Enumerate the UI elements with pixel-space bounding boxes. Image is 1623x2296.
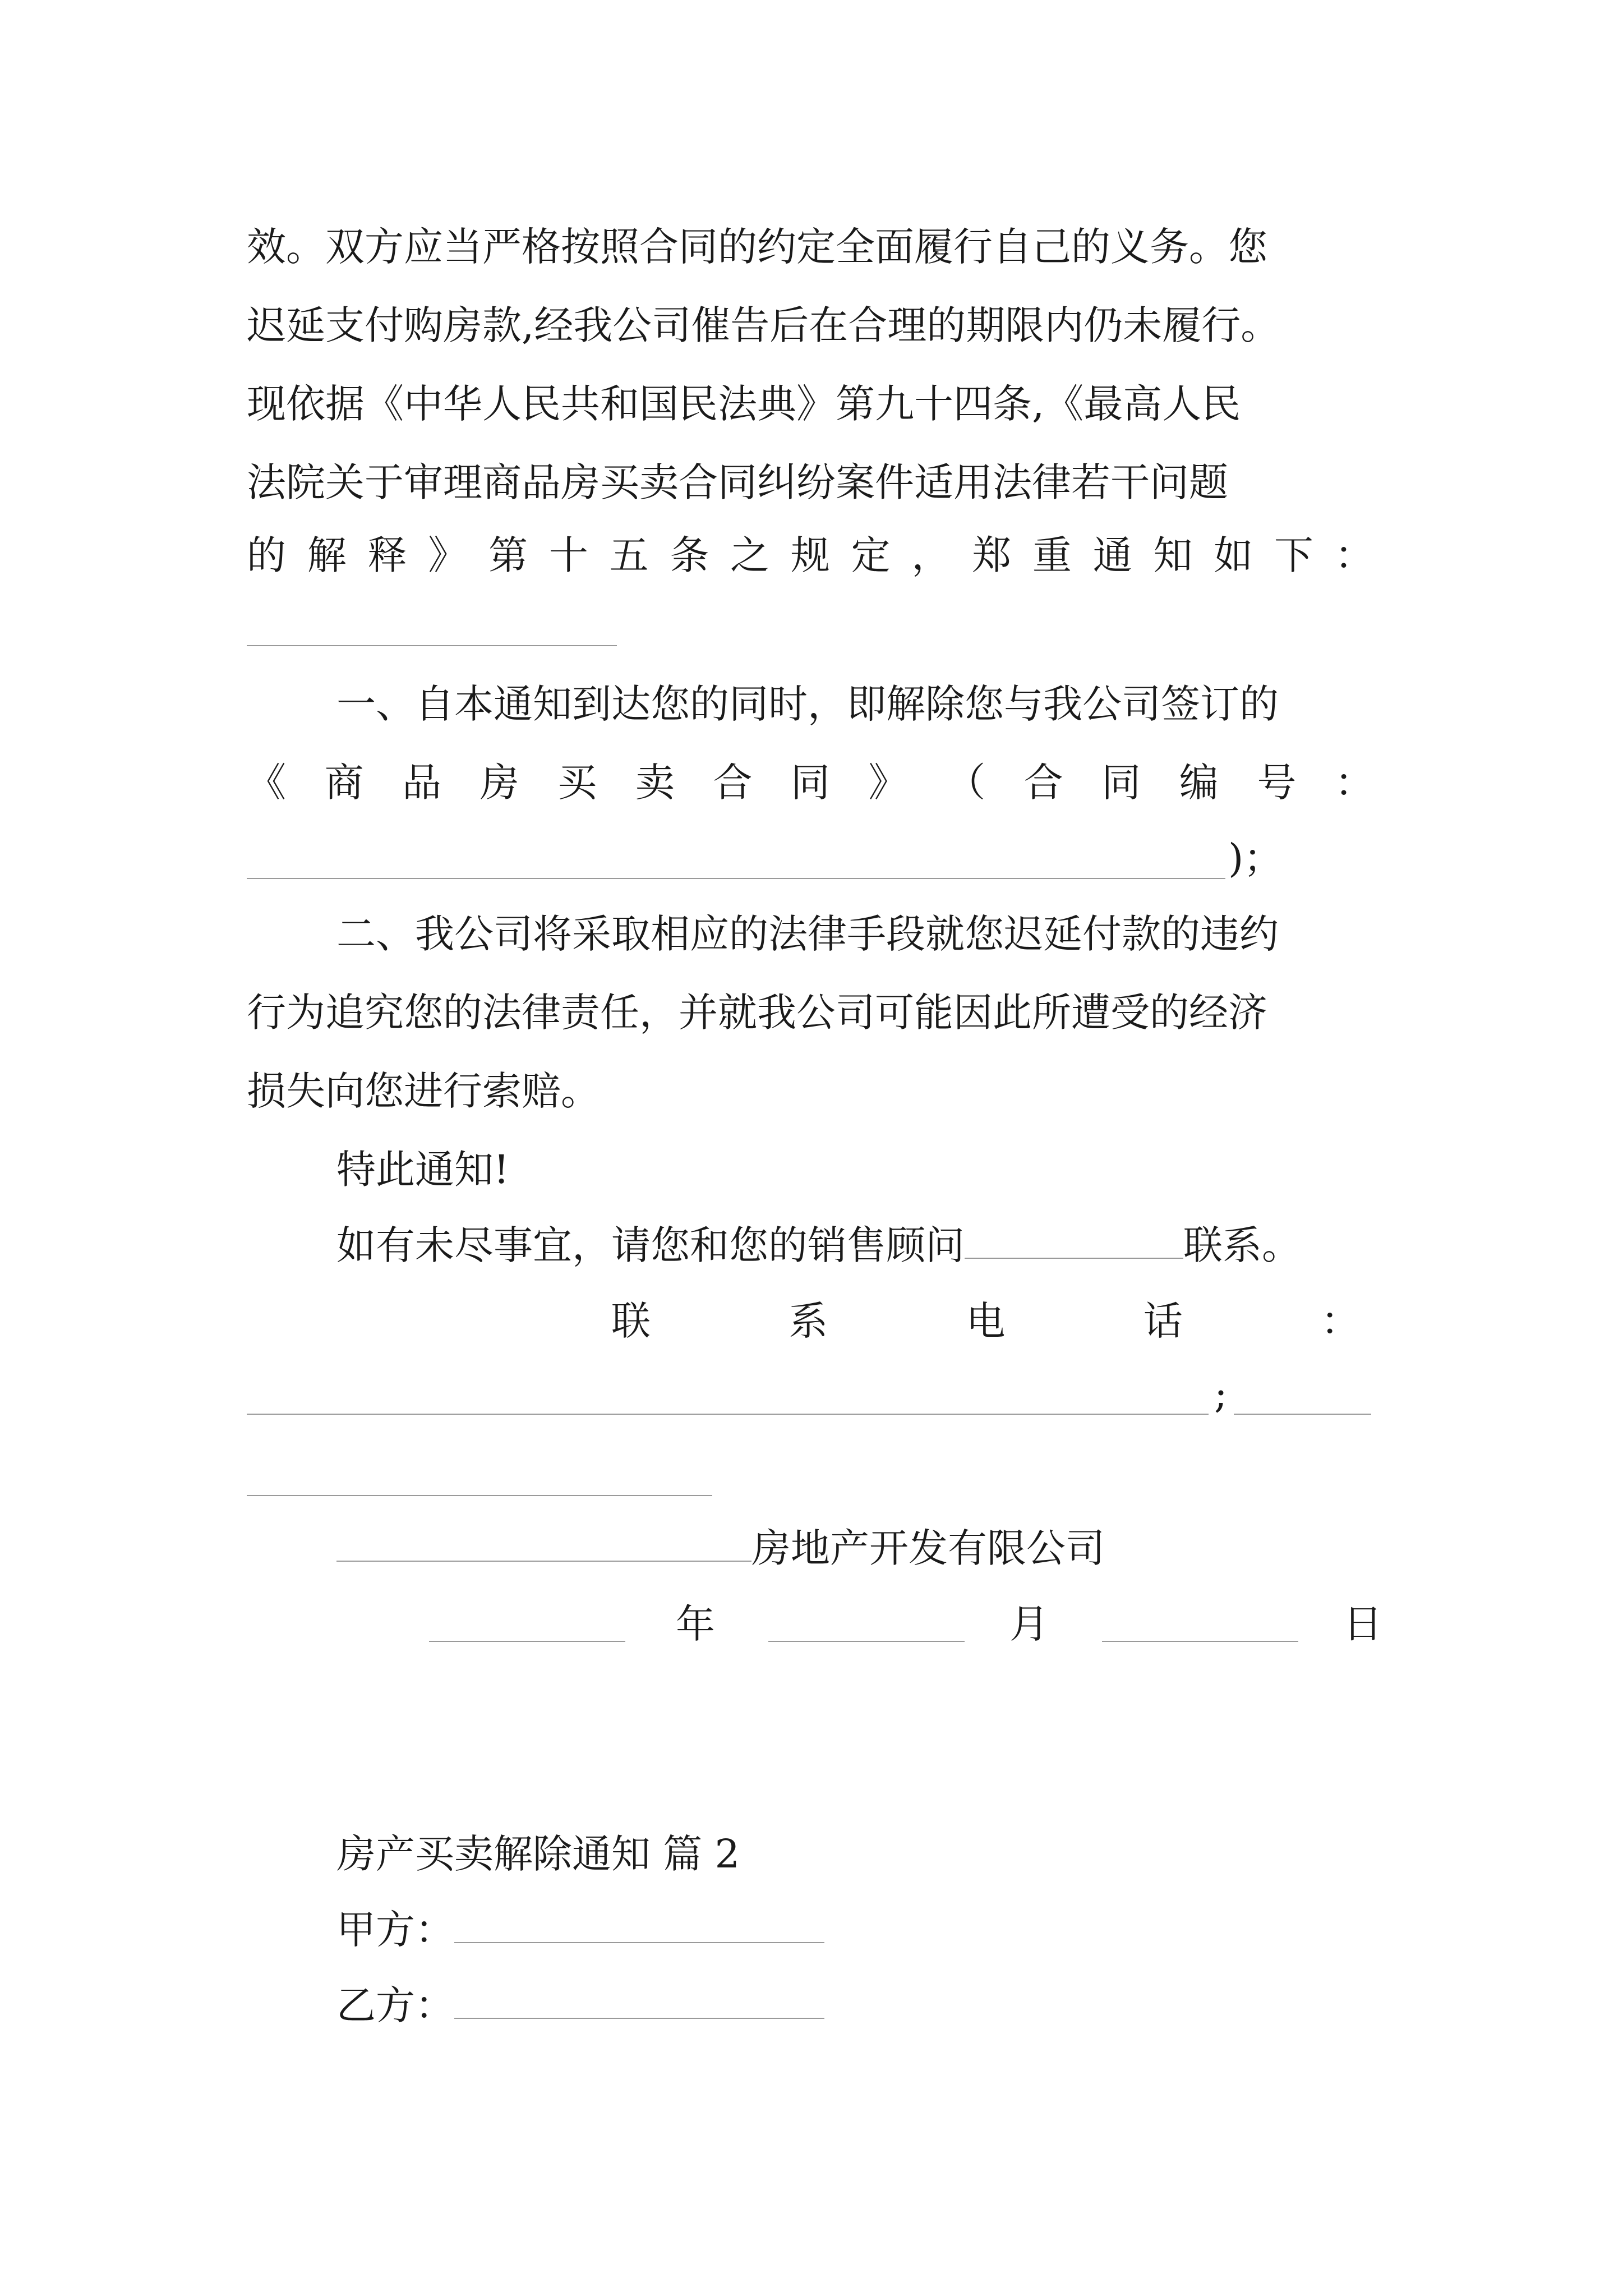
item-2-line: 二、我公司将采取相应的法律手段就您迟延付款的违约 bbox=[336, 911, 1279, 957]
day-blank bbox=[1102, 1641, 1298, 1642]
justified-line: 的 解 释 》 第 十 五 条 之 规 定 ， 郑 重 通 知 如 下 ： bbox=[247, 532, 1374, 578]
text-line: 法院关于审理商品房买卖合同纠纷案件适用法律若干问题 bbox=[247, 459, 1228, 505]
section-2-title: 房产买卖解除通知 篇 2 bbox=[336, 1831, 740, 1877]
phone-label: 联 系 电 话 ： bbox=[611, 1298, 1360, 1344]
text-line: 行为追究您的法律责任，并就我公司可能因此所遭受的经济 bbox=[247, 990, 1267, 1036]
text-line: 迟延支付购房款,经我公司催告后在合理的期限内仍未履行。 bbox=[247, 302, 1280, 348]
justified-line: 《 商 品 房 买 卖 合 同 》 （ 合 同 编 号 ： bbox=[247, 760, 1374, 806]
item-1-end: )； bbox=[1228, 835, 1283, 881]
phone-blank bbox=[247, 1414, 1209, 1415]
date-month: 月 bbox=[1009, 1601, 1049, 1647]
party-b-line: 乙方： bbox=[336, 1975, 824, 2036]
contact-line: 如有未尽事宜，请您和您的销售顾问 联系。 bbox=[336, 1222, 1301, 1268]
company-line: 房地产开发有限公司 bbox=[336, 1517, 1105, 1579]
item-1-line: 一、自本通知到达您的同时，即解除您与我公司签订的 bbox=[336, 681, 1279, 727]
date-year: 年 bbox=[676, 1601, 715, 1647]
party-a-line: 甲方： bbox=[336, 1899, 824, 1961]
sales-advisor-blank bbox=[965, 1224, 1183, 1259]
special-notice: 特此通知! bbox=[336, 1147, 510, 1193]
phone-blank-3 bbox=[247, 1495, 712, 1496]
year-blank bbox=[429, 1641, 625, 1642]
text-line: 现依据《中华人民共和国民法典》第九十四条,《最高人民 bbox=[247, 381, 1241, 427]
separator-line bbox=[247, 645, 617, 646]
company-name-blank bbox=[336, 1527, 751, 1562]
month-blank bbox=[768, 1641, 965, 1642]
text-line: 损失向您进行索赔。 bbox=[247, 1068, 600, 1114]
party-b-blank bbox=[454, 1984, 824, 2019]
date-day: 日 bbox=[1343, 1601, 1382, 1647]
phone-blank-2 bbox=[1234, 1414, 1371, 1415]
party-a-blank bbox=[454, 1908, 824, 1943]
contract-number-blank bbox=[247, 878, 1225, 879]
text-line: 效。双方应当严格按照合同的约定全面履行自己的义务。您 bbox=[247, 224, 1267, 270]
phone-separator: ; bbox=[1214, 1371, 1228, 1417]
